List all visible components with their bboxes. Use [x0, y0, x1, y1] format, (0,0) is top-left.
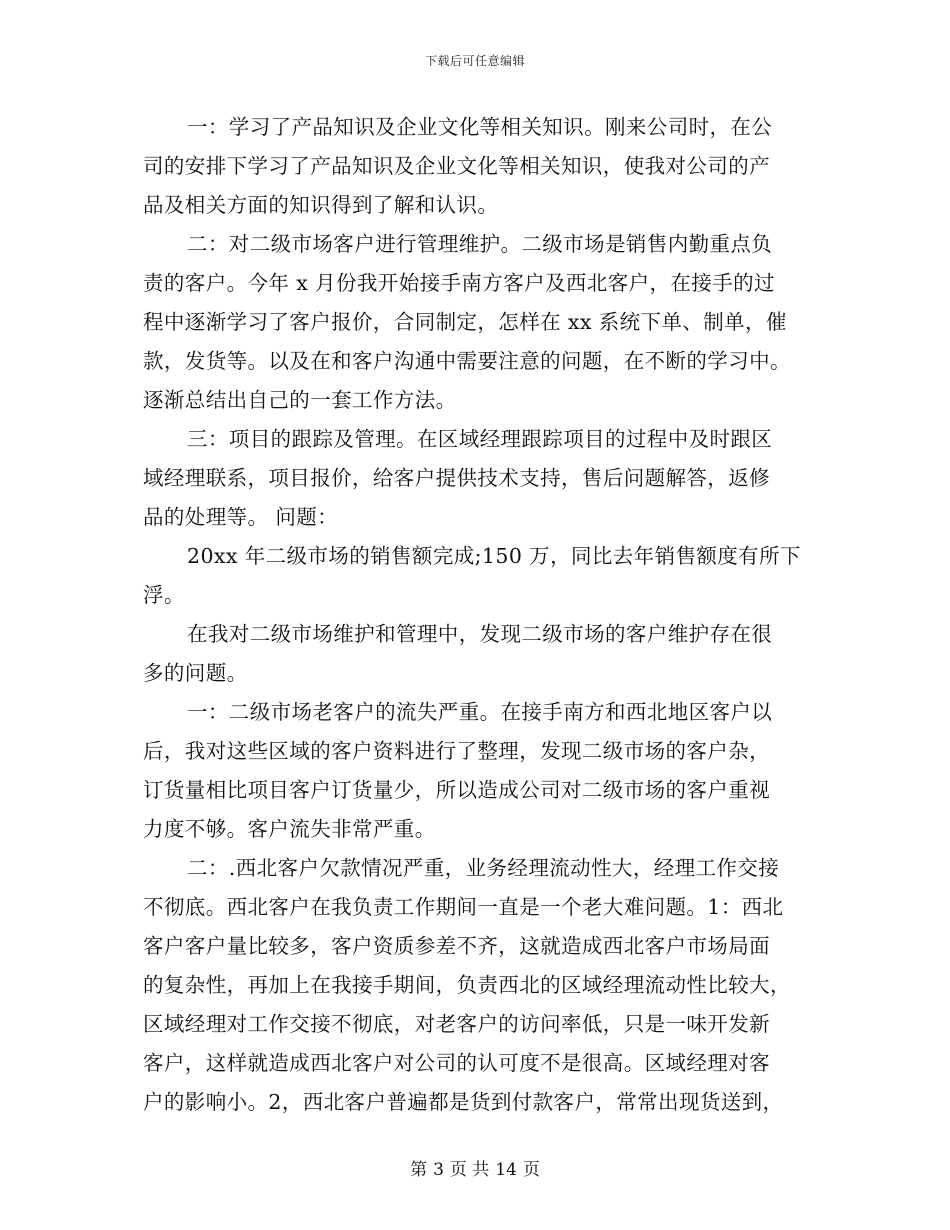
text-line: 程中逐渐学习了客户报价，合同制定，怎样在 xx 系统下单、制单，催 — [143, 310, 787, 334]
text-line: 一：学习了产品知识及企业文化等相关知识。刚来公司时，在公 — [187, 115, 773, 139]
document-body — [143, 108, 801, 1122]
text-line: 不彻底。西北客户在我负责工作期间一直是一个老大难问题。1：西北 — [143, 895, 784, 919]
text-line: 浮。 — [143, 583, 185, 607]
text-line: 司的安排下学习了产品知识及企业文化等相关知识，使我对公司的产 — [143, 154, 770, 178]
page-footer — [0, 1155, 950, 1180]
text-line: 户的影响小。2，西北客户普遍都是货到付款客户，常常出现货送到， — [143, 1090, 784, 1114]
text-line: 客户，这样就造成西北客户对公司的认可度不是很高。区域经理对客 — [143, 1051, 770, 1075]
text-line: 一：二级市场老客户的流失严重。在接手南方和西北地区客户以 — [187, 700, 773, 724]
text-line: 力度不够。客户流失非常严重。 — [143, 817, 436, 841]
text-line: 逐渐总结出自己的一套工作方法。 — [143, 388, 457, 412]
text-line: 20xx 年二级市场的销售额完成;150 万，同比去年销售额度有所下 — [187, 544, 801, 568]
text-line: 三：项目的跟踪及管理。在区域经理跟踪项目的过程中及时跟区 — [187, 427, 773, 451]
text-line: 品的处理等。 问题： — [143, 505, 339, 529]
footer-middle: 页 共 — [449, 1160, 490, 1180]
page-number: 3 — [433, 1160, 444, 1180]
footer-prefix: 第 — [410, 1160, 428, 1180]
footer-suffix: 页 — [522, 1160, 540, 1180]
text-line: 域经理联系，项目报价，给客户提供技术支持，售后问题解答，返修 — [143, 466, 770, 490]
text-line: 责的客户。今年 x 月份我开始接手南方客户及西北客户，在接手的过 — [143, 271, 775, 295]
text-line: 二：对二级市场客户进行管理维护。二级市场是销售内勤重点负 — [187, 232, 773, 256]
text-line: 的复杂性，再加上在我接手期间，负责西北的区域经理流动性比较大， — [143, 973, 791, 997]
text-line: 在我对二级市场维护和管理中，发现二级市场的客户维护存在很 — [187, 622, 773, 646]
text-line: 订货量相比项目客户订货量少，所以造成公司对二级市场的客户重视 — [143, 778, 770, 802]
total-pages: 14 — [495, 1160, 517, 1180]
text-line: 品及相关方面的知识得到了解和认识。 — [143, 193, 499, 217]
text-line: 二：.西北客户欠款情况严重，业务经理流动性大，经理工作交接 — [187, 856, 780, 880]
text-line: 多的问题。 — [143, 661, 248, 685]
text-line: 客户客户量比较多，客户资质参差不齐，这就造成西北客户市场局面 — [143, 934, 770, 958]
text-line: 区域经理对工作交接不彻底，对老客户的访问率低，只是一味开发新 — [143, 1012, 770, 1036]
text-line: 后，我对这些区域的客户资料进行了整理，发现二级市场的客户杂， — [143, 739, 770, 763]
text-line: 款，发货等。以及在和客户沟通中需要注意的问题，在不断的学习中。 — [143, 349, 791, 373]
page-header: 下载后可任意编辑 — [424, 54, 525, 68]
